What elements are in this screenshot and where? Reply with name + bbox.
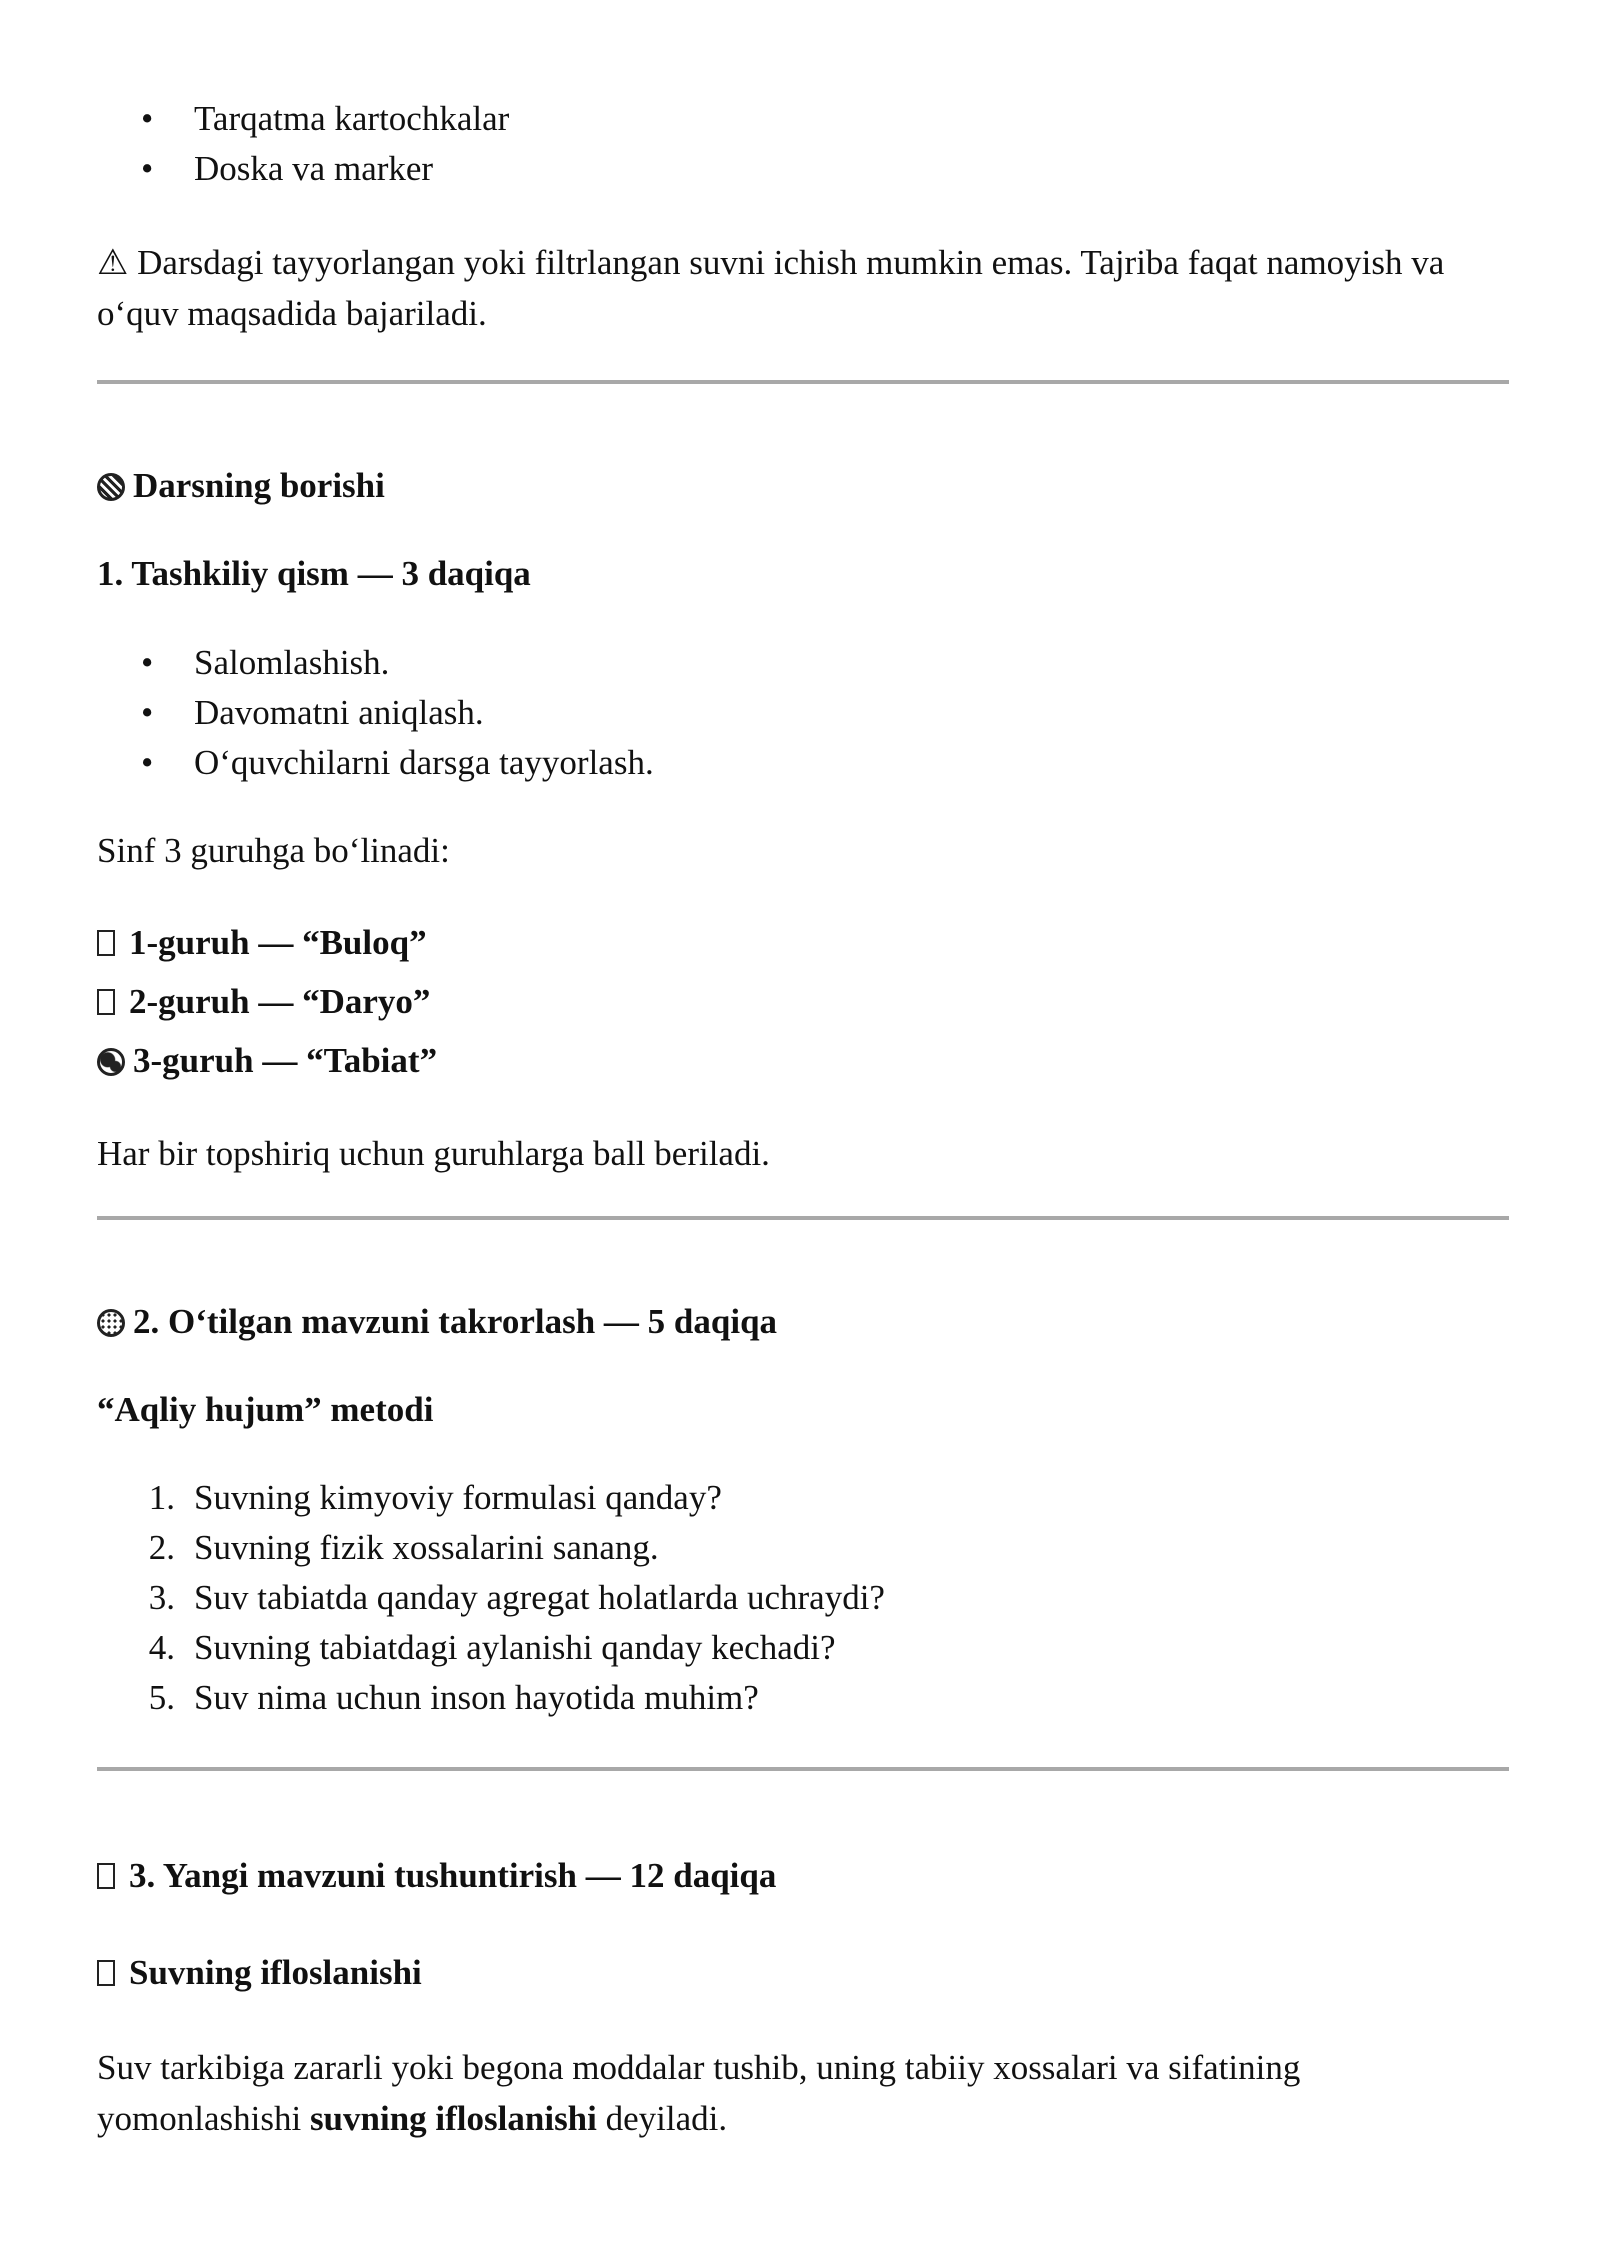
method-heading: “Aqliy hujum” metodi [97, 1390, 434, 1429]
section-heading: 2. O‘tilgan mavzuni takrorlash — 5 daqiqa [97, 1301, 777, 1343]
defined-term: suvning ifloslanishi [309, 2099, 597, 2138]
hatched-circle-icon [97, 473, 125, 501]
section-heading: Darsning borishi [97, 465, 385, 507]
bullet: • [141, 149, 154, 188]
scoring-note: Har bir topshiriq uchun guruhlarga ball beriladi. [97, 1134, 770, 1173]
section-heading: 3. Yangi mavzuni tushuntirish — 12 daqiqa [97, 1855, 776, 1897]
step-heading: 1. Tashkiliy qism — 3 daqiqa [97, 554, 531, 593]
bullet: • [141, 643, 154, 682]
bullet: • [141, 693, 154, 732]
globe-icon [97, 1048, 125, 1076]
divider [97, 1767, 1509, 1771]
warning-icon: ⚠ [97, 243, 129, 282]
group-item: 3-guruh — “Tabiat” [97, 1040, 437, 1082]
box-icon [97, 1960, 115, 1986]
groups-intro: Sinf 3 guruhga bo‘linadi: [97, 831, 450, 870]
bullet: • [141, 99, 154, 138]
bullet: • [141, 743, 154, 782]
divider [97, 1216, 1509, 1220]
box-icon [97, 1863, 115, 1889]
warning-note: ⚠ Darsdagi tayyorlangan yoki filtrlangan suvni ichish mumkin emas. Tajriba faqat namoyish va o‘quv maqsadida bajariladi. [97, 243, 1445, 333]
group-item: 1-guruh — “Buloq” [97, 922, 427, 964]
box-icon [97, 989, 115, 1015]
divider [97, 380, 1509, 384]
subsection-heading: Suvning ifloslanishi [97, 1952, 422, 1994]
box-icon [97, 930, 115, 956]
dotted-circle-icon [97, 1309, 125, 1337]
group-item: 2-guruh — “Daryo” [97, 981, 430, 1023]
definition-paragraph: Suv tarkibiga zararli yoki begona moddalar tushib, uning tabiiy xossalari va sifatining yomonlashishi suvning ifloslanishi deyiladi. [97, 2048, 1301, 2138]
